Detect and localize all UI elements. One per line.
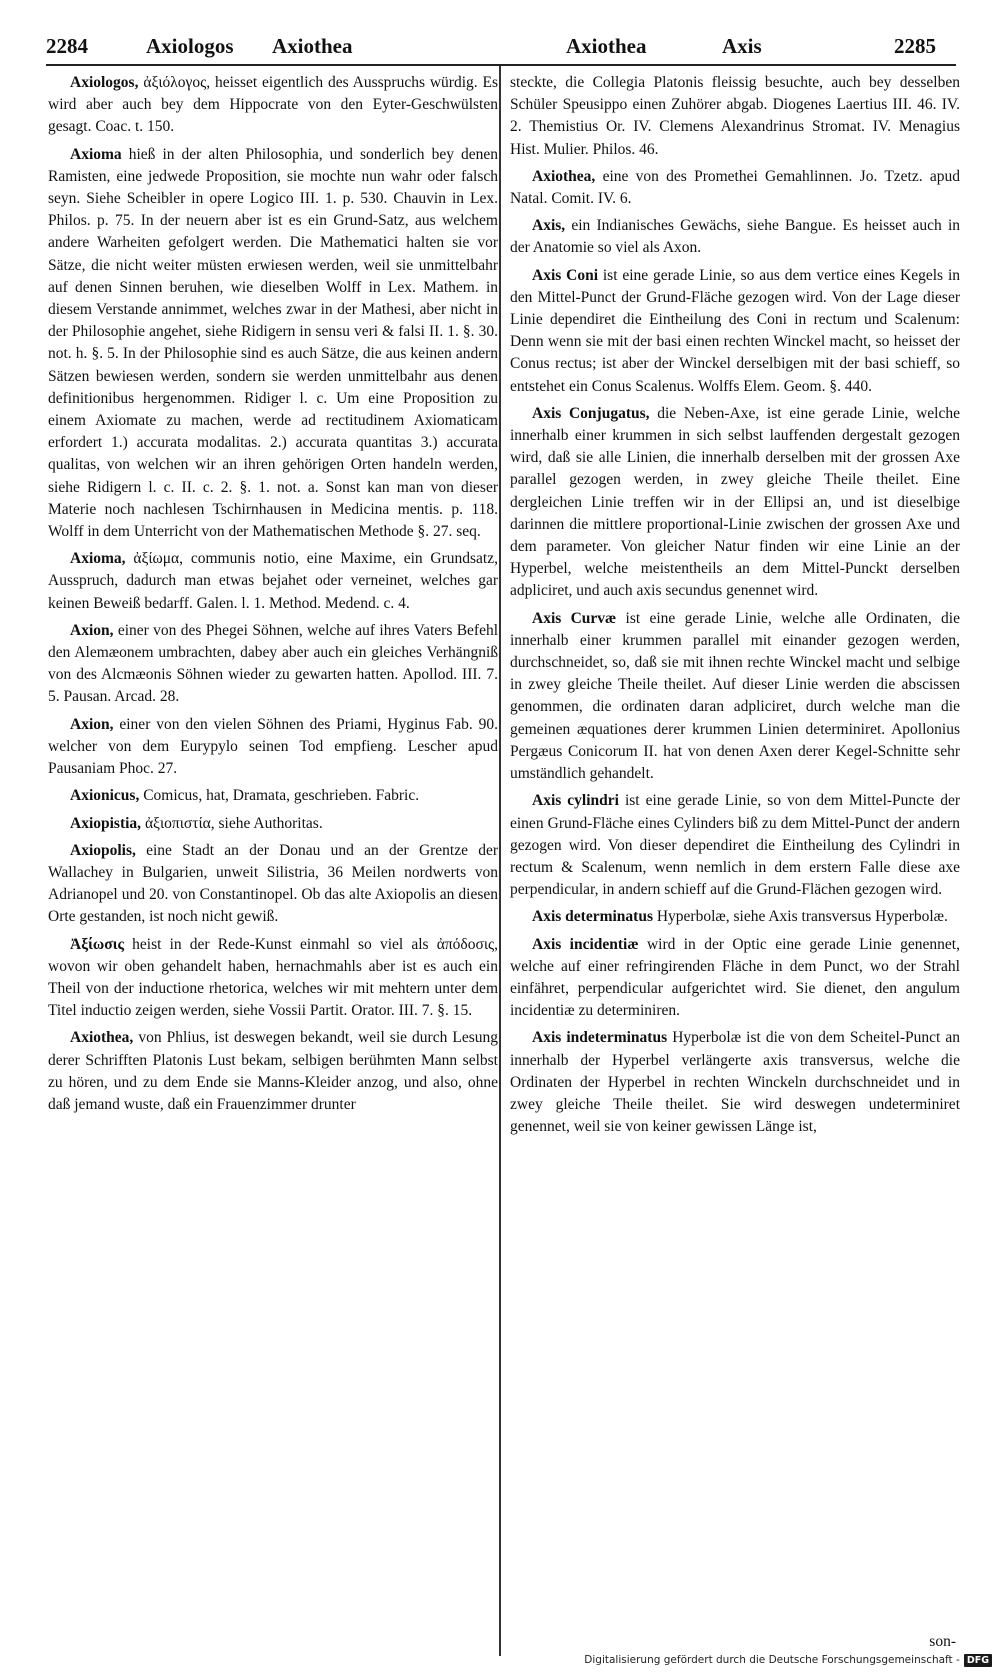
- left-column: [48, 72, 498, 1121]
- entry-axis-curvae: [510, 608, 960, 786]
- catchword: son-: [929, 1633, 956, 1650]
- entry-text: eine Stadt an der Donau und an der Grentze der Wallachey in Bulgarien, unweit Silistria, 36 Meilen nordwerts von Adrianopel und 20. von Constantinopel. Ob das alte Axiopolis an diesen Orte gestanden, ist noch nicht gewiß.: [48, 841, 498, 926]
- entry-axis-plant: [510, 215, 960, 259]
- entry-text: hieß in der alten Philosophia, und sonderlich bey denen Ramisten, eine jedwede Proposition, sie mochte nun wahr oder falsch seyn. Siehe Scheibler in opere Logico III. 1. p. 530. Chauvin in Lex. Philos. p. 75. In der neuern aber ist es ein Grund-Satz, aus welchem andere Warheiten gefolgert werden. Die Mathematici halten sie vor Sätze, die nicht weiter müsten erwiesen werden, weil sie unmittelbahr auf denen Sinnen beruhen, wie dieselben Wolff in Lex. Mathem. in diesem Verstande annimmet, welches zwar in der Mathesi, aber nicht in der Philosophie angehet, siehe Ridigern in sensu veri & falsi II. 1. §. 30. not. h. §. 5. In der Philosophie sind es auch Sätze, die aus keinen andern Sätzen bewiesen werden, sondern sie werden unmittelbahr aus denen definitionibus hergenommen. Ridiger l. c. Um eine Proposition zu einem Axiomate zu machen, werde ad rectitudinem Axiomaticam erfordert 1.) accurata modalitas. 2.) accurata quantitas 3.) accurata qualitas, von welchen wir an ihren gehörigen Orten handeln werden, siehe Ridigern l. c. II. c. 2. §. 1. not. a. Sonst kan man von dieser Materie noch nachlesen Tschirnhausen in Medicina mentis. p. 118. Wolff in dem Unterricht von der Mathematischen Methode §. 27. seq.: [48, 145, 499, 541]
- entry-lemma: Axiothea,: [70, 1029, 134, 1047]
- entry-lemma: Axis Coni: [532, 266, 599, 284]
- entry-lemma: Axis indeterminatus: [532, 1029, 668, 1047]
- entry-lemma: Axis Conjugatus,: [532, 404, 650, 422]
- entry-axionicus: [48, 785, 498, 807]
- entry-text: eine von des Promethei Gemahlinnen. Jo. Tzetz. apud Natal. Comit. IV. 6.: [510, 167, 961, 208]
- entry-lemma: Axis cylindri: [532, 792, 619, 810]
- entry-text: einer von den vielen Söhnen des Priami, Hyginus Fab. 90. welcher von dem Eurypylo seinen Tod empfieng. Lescher apud Pausaniam Phoc. 27.: [48, 715, 499, 778]
- entry-axis-conjugatus: [510, 403, 960, 603]
- entry-text: ἀξιόλογος, heisset eigentlich des Ausspruchs würdig. Es wird aber auch bey dem Hippocrate von den Eyter-Geschwülsten gesagt. Coac. t. 150.: [48, 74, 498, 136]
- entry-text: ist eine gerade Linie, so von dem Mittel-Puncte der einen Grund-Fläche eines Cylinders biß zu dem Mittel-Punct der andern gezogen wird. Von dieser dependiret die Eintheilung des Cylindri in rectum & Scalenum, wenn nemlich in dem erstern Falle diese axe perpendicular, in andern schieff auf die Grund-Flächen gezogen wird.: [510, 792, 961, 899]
- entry-lemma: Axion,: [70, 715, 114, 733]
- entry-text: von Phlius, ist deswegen bekandt, weil sie durch Lesung derer Schrifften Platonis Lust bekam, selbigen berühmten Mann selbst zu hören, und zu dem Ende sie Manns-Kleider anzog, und also, ohne daß jemand wuste, daß ein Frauenzimmer drunter: [48, 1029, 498, 1113]
- entry-axis-indeterminatus: [510, 1027, 960, 1138]
- entry-lemma: Axiologos,: [70, 74, 139, 91]
- entry-axioma-greek: [48, 548, 498, 615]
- entry-text: ist eine gerade Linie, so aus dem vertice eines Kegels in den Mittel-Punct der Grund-Fläche gezogen wird. Von der Lage dieser Linie dependiret die Eintheilung des Coni in rectum und Scalenum: Denn wenn sie mit der basi einen rechten Winckel macht, so heisset der Conus rectus; ist aber der Winckel derselbigen mit der basi schieff, so entstehet ein Conus Scalenus. Wolffs Elem. Geom. §. 440.: [510, 266, 961, 395]
- header-rule: [46, 64, 956, 66]
- entry-lemma: Axioma,: [70, 550, 126, 568]
- entry-text: ein Indianisches Gewächs, siehe Bangue. Es heisset auch in der Anatomie so viel als Axon.: [510, 217, 961, 257]
- entry-axis-cylindri: [510, 790, 960, 901]
- entry-lemma: Axioma: [70, 145, 122, 163]
- entry-axis-incidentiae: [510, 934, 960, 1023]
- right-column: [510, 72, 960, 1143]
- entry-text: heist in der Rede-Kunst einmahl so viel als ἀπόδοσις, wovon wir oben gehandelt haben, hernachmahls aber ist es auch ein Theil von der inductione rhetorica, welches wir mit mehtern unter dem Titel inductio zeigen werden, siehe Vossii Partit. Orator. III. 7. §. 15.: [48, 935, 499, 1020]
- entry-lemma: Axionicus,: [70, 787, 140, 805]
- entry-axiothea-continued: [510, 72, 960, 161]
- entry-text: ἀξίωμα, communis notio, eine Maxime, ein Grundsatz, Ausspruch, dadurch man etwas bejahet oder verneinet, welches gar keinen Beweiß bedarff. Galen. l. 1. Method. Medend. c. 4.: [48, 550, 498, 612]
- right-page-number: 2285: [894, 34, 936, 58]
- entry-axiopistia: [48, 813, 498, 835]
- entry-axiopolis: [48, 840, 498, 929]
- entry-lemma: Axis incidentiæ: [532, 935, 639, 953]
- entry-axiologos: [48, 72, 498, 139]
- entry-text: wird in der Optic eine gerade Linie genennet, welche auf einer refringirenden Fläche in dem Punct, wo der Strahl einfähret, perpendicular aufgerichtet wird. Sie dienet, den angulum incidentiæ zu determiniren.: [510, 935, 960, 1020]
- entry-text: die Neben-Axe, ist eine gerade Linie, welche innerhalb einer krummen in sich selbst lauffenden dergestalt gezogen wird, daß sie alle Linien, die innerhalb derselben mit der grossen Axe parallel gezogen werden, in zwey gleiche Theile theilet. Eine dergleichen Linie treffen wir in der Ellipsi an, und ist dieselbige darinnen die mittlere proportional-Linie zwischen der grossen Axe und dem parameter. Von gleicher Natur finden wir eine Linie an der Hyperbel, welche meistentheils an dem Mittel-Punckt derselben adpliciret, und auch axis secundus genennet wird.: [510, 404, 960, 600]
- left-page-number: 2284: [46, 34, 88, 58]
- entry-text: Comicus, hat, Dramata, geschrieben. Fabric.: [143, 787, 420, 805]
- entry-lemma: Axion,: [70, 621, 114, 639]
- right-catchword-first: Axiothea: [566, 34, 647, 58]
- entry-text: steckte, die Collegia Platonis fleissig besuchte, auch bey desselben Schüler Speusippo einen Zuhörer abgab. Diogenes Laertius III. 46. IV. 2. Themistius Or. IV. Clemens Alexandrinus Stromat. IV. Menagius Hist. Mulier. Philos. 46.: [510, 74, 960, 158]
- entry-axiothea-phlius: [48, 1027, 498, 1116]
- entry-text: Hyperbolæ, siehe Axis transversus Hyperbolæ.: [656, 908, 948, 926]
- entry-text: ist eine gerade Linie, welche alle Ordinaten, die innerhalb einer krummen parallel mit einander gezogen werden, durchschneidet, so, daß sie mit ihnen rechte Winckel macht und selbige in zwey gleiche Theile theilet. Auf dieser Linie werden die abscissen genommen, die ordinaten daran adpliciret, durch welche man die gemeinen æquationes derer krummen Linien determiniret. Apollonius Pergæus Conicorum II. hat von denen Axen derer Kegel-Schnitte sehr umständlich gehandelt.: [510, 609, 960, 783]
- entry-lemma: Axis Curvæ: [532, 609, 617, 627]
- entry-lemma: Axis determinatus: [532, 908, 653, 926]
- left-catchword-last: Axiothea: [272, 34, 353, 58]
- entry-text: Hyperbolæ ist die von dem Scheitel-Punct an innerhalb der Hyperbel verlängerte axis transversus, welche die Ordinaten der Hyperbel in rechten Winckeln durchschneidet und in zwey gleiche Theile theilet. Sie wird deswegen undeterminiret genennet, weil sie von keiner gewissen Länge ist,: [510, 1029, 960, 1136]
- entry-axiothea-promethei: [510, 166, 960, 210]
- running-header: [46, 28, 956, 64]
- column-divider: [499, 66, 501, 1656]
- entry-lemma: Axiothea,: [532, 167, 596, 185]
- left-catchword-first: Axiologos: [146, 34, 234, 58]
- footer-credit-text: Digitalisierung gefördert durch die Deutsche Forschungsgemeinschaft -: [584, 1654, 960, 1666]
- entry-axiosis: [48, 934, 498, 1023]
- entry-text: einer von des Phegei Söhnen, welche auf ihres Vaters Befehl den Alemæonem umbrachten, dabey aber auch ein gleiches Verhängniß von des Alcmæonis Söhnen wieder zu gewarten hatten. Apollod. III. 7. 5. Pausan. Arcad. 28.: [48, 621, 499, 706]
- entry-lemma: Ἀξίωσις: [70, 935, 125, 953]
- entry-lemma: Axiopolis,: [70, 841, 136, 859]
- entry-axioma: [48, 144, 498, 544]
- dfg-logo-icon: DFG: [964, 1654, 992, 1667]
- digitization-footer: [584, 1651, 992, 1669]
- entry-axion-priami: [48, 714, 498, 781]
- right-catchword-last: Axis: [722, 34, 762, 58]
- entry-lemma: Axis,: [532, 217, 566, 235]
- entry-axis-coni: [510, 265, 960, 398]
- entry-lemma: Axiopistia,: [70, 814, 142, 832]
- entry-axis-determinatus: [510, 906, 960, 928]
- entry-axion-phegei: [48, 620, 498, 709]
- entry-text: ἀξιοπιστία, siehe Authoritas.: [144, 814, 323, 832]
